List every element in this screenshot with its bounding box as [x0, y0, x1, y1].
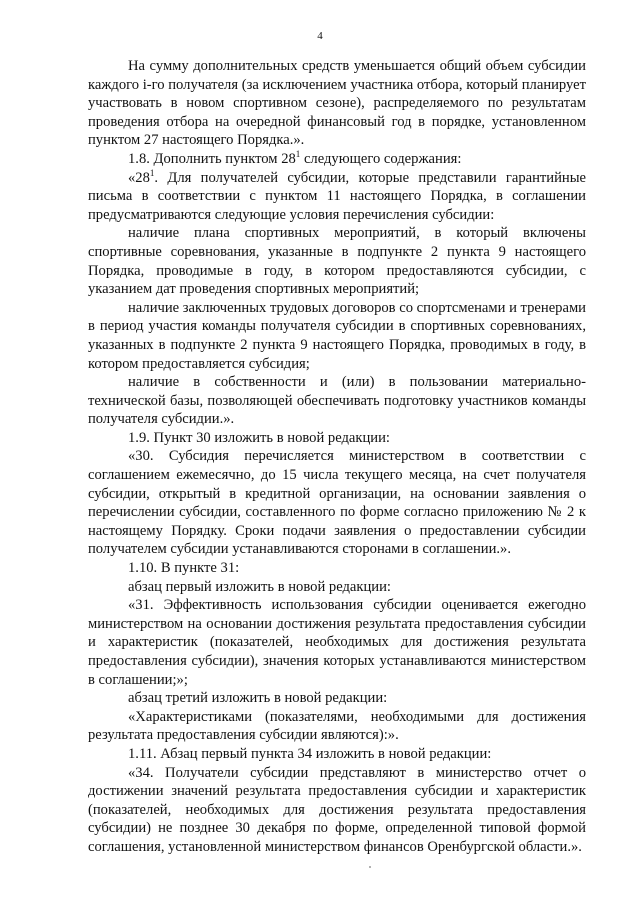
item-1-8-text: 1.8. Дополнить пунктом 28	[128, 150, 296, 167]
paragraph-subsidy-reduction: На сумму дополнительных средств уменьшается общий объем субсидии каждого i-го получателя (за исключением участника отбора, который планирует участвовать в новом спортивном сезоне), распределяемого по результатам проведения отбора на очередной финансовый год в порядке, установленном пунктом 27 настоящего Порядка.».	[88, 58, 586, 149]
paragraph-point-31: «31. Эффективность использования субсидии оценивается ежегодно министерством на основании достижения результата предоставления субсидии и характеристик (показателей, необходимых для достижения результата предоставления субсидии), значения которых устанавливаются министерством в соглашении;»;	[88, 597, 586, 688]
item-1-8-text-end: следующего содержания:	[300, 150, 462, 167]
item-1-8-superscript: 1	[295, 149, 301, 160]
scan-dot	[369, 866, 371, 868]
point-28-1-number: «28	[128, 169, 150, 186]
paragraph-point-30: «30. Субсидия перечисляется министерством в соответствии с соглашением ежемесячно, до 15 числа текущего месяца, на счет получателя субсидии, открытый в кредитной организации, на основании заявления о перечислении субсидии, составленного по форме согласно приложению № 2 к настоящему Порядку. Сроки подачи заявления о предоставлении субсидии получателем субсидии устанавливаются сторонами в соглашении.».	[88, 448, 586, 558]
paragraph-first-abzac: абзац первый изложить в новой редакции:	[128, 578, 391, 595]
point-28-1-superscript: 1	[149, 167, 155, 178]
paragraph-condition-plan: наличие плана спортивных мероприятий, в который включены спортивные соревнования, указанные в подпункте 2 пункта 9 настоящего Порядка, проводимые в году, в котором предоставляются субсидии, с указанием дат проведения спортивных мероприятий;	[88, 225, 586, 298]
paragraph-item-1-11: 1.11. Абзац первый пункта 34 изложить в новой редакции:	[128, 745, 492, 762]
paragraph-item-1-9: 1.9. Пункт 30 изложить в новой редакции:	[128, 429, 390, 446]
paragraph-item-1-10: 1.10. В пункте 31:	[128, 560, 240, 577]
paragraph-item-1-8	[88, 150, 586, 169]
document-body	[88, 57, 586, 857]
page-number: 4	[317, 30, 323, 42]
paragraph-third-abzac: абзац третий изложить в новой редакции:	[128, 690, 388, 707]
paragraph-characteristics: «Характеристиками (показателями, необходимыми для достижения результата предоставления субсидии являются):».	[88, 708, 586, 744]
paragraph-condition-facilities: наличие в собственности и (или) в пользовании материально-технической базы, позволяющей обеспечивать подготовку участников команды получателя субсидии.».	[88, 374, 586, 428]
paragraph-condition-contracts: наличие заключенных трудовых договоров со спортсменами и тренерами в период участия команды получателя субсидии в спортивных соревнованиях, указанных в подпункте 2 пункта 9 настоящего Порядка, проводимых в году, в котором предоставляется субсидия;	[88, 299, 586, 372]
paragraph-point-28-1	[88, 169, 586, 225]
point-28-1-text: . Для получателей субсидии, которые представили гарантийные письма в соответствии с пунктом 11 настоящего Порядка, в соглашении предусматриваются следующие условия перечисления субсидии:	[88, 169, 586, 223]
paragraph-point-34: «34. Получатели субсидии представляют в министерство отчет о достижении значений результата предоставления субсидии и характеристик (показателей, необходимых для достижения результата предоставления субсидии) не позднее 30 декабря по форме, определенной типовой формой соглашения, установленной министерством финансов Оренбургской области.».	[88, 764, 586, 855]
